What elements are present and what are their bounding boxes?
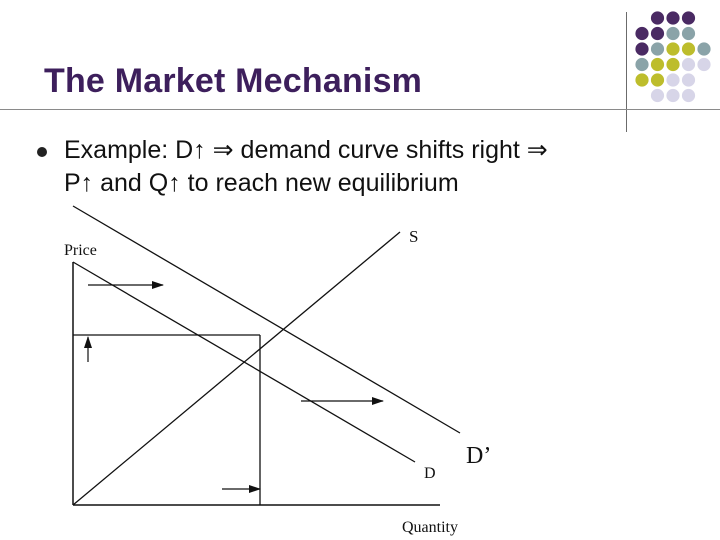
demand-curve-d [73, 262, 415, 462]
y-axis-label: Price [64, 242, 97, 259]
demand-label: D [424, 465, 436, 482]
supply-label: S [409, 227, 419, 246]
bullet-line-2: P↑ and Q↑ to reach new equilibrium [64, 169, 459, 197]
bullet-line-1: Example: D↑ ⇒ demand curve shifts right ⇒ [64, 136, 548, 164]
demand-curve-d-prime [73, 206, 460, 433]
x-axis-label: Quantity [402, 519, 458, 536]
new-demand-label: D’ [466, 443, 492, 469]
slide-title: The Market Mechanism [44, 62, 423, 100]
